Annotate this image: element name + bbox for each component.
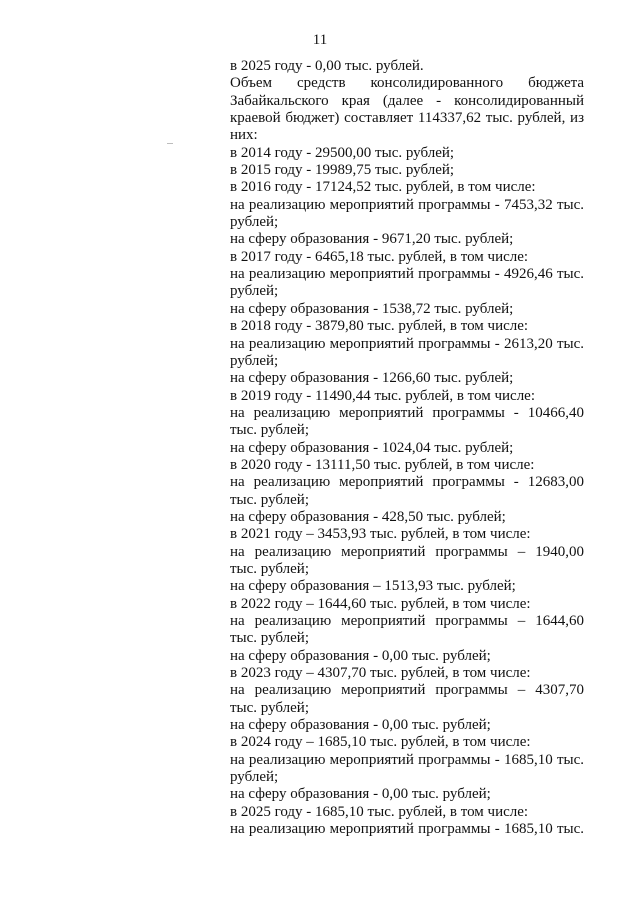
text-line: в 2023 году – 4307,70 тыс. рублей, в том числе:: [230, 665, 531, 682]
text-line: краевой бюджет) составляет 114337,62 тыс. рублей, из: [230, 110, 584, 127]
text-line: на реализацию мероприятий программы - 7453,32 тыс.: [230, 196, 584, 213]
text-line: на сферу образования - 0,00 тыс. рублей;: [230, 647, 491, 664]
text-line: на сферу образования – 1513,93 тыс. рублей;: [230, 578, 516, 595]
text-line: на сферу образования - 0,00 тыс. рублей;: [230, 786, 491, 803]
text-line: тыс. рублей;: [230, 699, 309, 716]
text-line: в 2015 году - 19989,75 тыс. рублей;: [230, 162, 455, 179]
text-line: на реализацию мероприятий программы - 2613,20 тыс.: [230, 335, 584, 352]
text-line: в 2018 году - 3879,80 тыс. рублей, в том числе:: [230, 318, 529, 335]
text-line: на сферу образования - 428,50 тыс. рублей;: [230, 508, 506, 525]
text-line: Забайкальского края (далее - консолидированный: [230, 92, 584, 109]
text-line: в 2020 году - 13111,50 тыс. рублей, в том числе:: [230, 456, 535, 473]
text-line: на реализацию мероприятий программы - 12683,00: [230, 474, 584, 491]
text-line: рублей;: [230, 769, 279, 786]
text-line: на сферу образования - 1266,60 тыс. рублей;: [230, 370, 514, 387]
text-line: в 2014 году - 29500,00 тыс. рублей;: [230, 144, 455, 161]
text-line: на реализацию мероприятий программы - 1685,10 тыс.: [230, 751, 584, 768]
text-line: в 2017 году - 6465,18 тыс. рублей, в том числе:: [230, 248, 529, 265]
page-number: 11: [312, 32, 328, 48]
text-line: на реализацию мероприятий программы - 10466,40: [230, 404, 584, 421]
text-line: в 2021 году – 3453,93 тыс. рублей, в том числе:: [230, 526, 531, 543]
text-line: них:: [230, 127, 258, 144]
text-line: на сферу образования - 0,00 тыс. рублей;: [230, 717, 491, 734]
text-line: тыс. рублей;: [230, 560, 309, 577]
text-line: тыс. рублей;: [230, 630, 309, 647]
margin-mark: [167, 143, 173, 144]
text-line: в 2019 году - 11490,44 тыс. рублей, в том числе:: [230, 387, 536, 404]
text-line: на сферу образования - 1538,72 тыс. рублей;: [230, 300, 514, 317]
text-line: на реализацию мероприятий программы – 1940,00: [230, 543, 584, 560]
text-line: на сферу образования - 9671,20 тыс. рублей;: [230, 231, 514, 248]
text-line: тыс. рублей;: [230, 491, 309, 508]
document-body: [230, 58, 584, 838]
text-line: в 2016 году - 17124,52 тыс. рублей, в том числе:: [230, 179, 536, 196]
text-line: в 2024 году – 1685,10 тыс. рублей, в том числе:: [230, 734, 531, 751]
text-line: рублей;: [230, 214, 279, 231]
text-line: рублей;: [230, 283, 279, 300]
text-line: на сферу образования - 1024,04 тыс. рублей;: [230, 439, 514, 456]
text-line: тыс. рублей;: [230, 422, 309, 439]
text-line: рублей;: [230, 352, 279, 369]
text-line: Объем средств консолидированного бюджета: [230, 75, 584, 92]
text-line: на реализацию мероприятий программы – 4307,70: [230, 682, 584, 699]
text-line: в 2022 году – 1644,60 тыс. рублей, в том числе:: [230, 595, 531, 612]
text-line: в 2025 году - 1685,10 тыс. рублей, в том числе:: [230, 803, 529, 820]
text-line: на реализацию мероприятий программы – 1644,60: [230, 613, 584, 629]
text-line: на реализацию мероприятий программы - 1685,10 тыс.: [230, 821, 584, 838]
text-line: на реализацию мероприятий программы - 4926,46 тыс.: [230, 266, 584, 283]
text-line: в 2025 году - 0,00 тыс. рублей.: [230, 58, 424, 74]
